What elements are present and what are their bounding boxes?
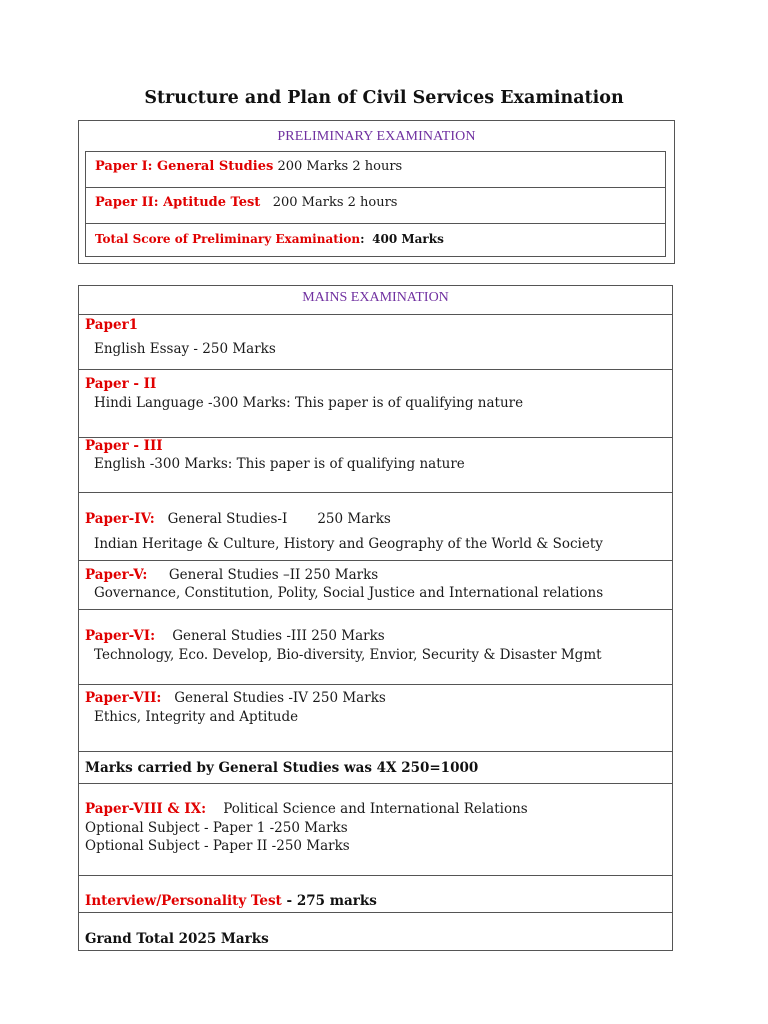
grand-total-text: Grand Total 2025 Marks — [85, 931, 269, 947]
paper-5-label: Paper-V: — [85, 567, 148, 583]
prelim-total-separator: : — [360, 232, 365, 246]
paper-4-title: General Studies-I — [167, 511, 288, 527]
paper-5-heading — [85, 567, 378, 583]
paper-4-marks: 250 Marks — [317, 511, 391, 527]
paper-6-detail: Technology, Eco. Develop, Bio-diversity, Envior, Security & Disaster Mgmt — [94, 647, 602, 663]
paper-4-detail: Indian Heritage & Culture, History and Geography of the World & Society — [94, 536, 603, 552]
paper-3-detail: English -300 Marks: This paper is of qualifying nature — [94, 456, 465, 472]
prelim-paper-1-label: Paper I: General Studies — [95, 159, 274, 174]
paper-3-label: Paper - III — [85, 438, 163, 454]
paper-2-detail: Hindi Language -300 Marks: This paper is of qualifying nature — [94, 395, 524, 411]
mains-row-paper-5 — [79, 561, 672, 610]
preliminary-inner-table — [85, 151, 666, 257]
paper-1-detail: English Essay - 250 Marks — [94, 341, 276, 357]
preliminary-heading: PRELIMINARY EXAMINATION — [277, 129, 476, 144]
prelim-row-paper-2 — [86, 188, 665, 224]
optional-paper-1: Optional Subject - Paper 1 -250 Marks — [85, 820, 348, 836]
preliminary-table — [78, 120, 675, 264]
prelim-total-value: 400 Marks — [372, 232, 444, 246]
mains-row-paper-7 — [79, 685, 672, 752]
paper-6-heading — [85, 628, 385, 644]
paper-8-9-heading — [85, 801, 528, 817]
mains-row-paper-6 — [79, 610, 672, 685]
mains-row-interview — [79, 876, 672, 913]
prelim-total-label: Total Score of Preliminary Examination — [95, 232, 361, 246]
interview-marks: - 275 marks — [281, 893, 377, 909]
mains-row-paper-4 — [79, 493, 672, 561]
mains-row-grand-total — [79, 913, 672, 950]
mains-row-paper-1 — [79, 315, 672, 370]
mains-table — [78, 285, 673, 951]
prelim-paper-2-detail: 200 Marks 2 hours — [272, 195, 398, 210]
interview-line — [85, 893, 377, 909]
mains-heading: MAINS EXAMINATION — [79, 286, 672, 315]
paper-8-9-label: Paper-VIII & IX: — [85, 801, 207, 817]
paper-7-label: Paper-VII: — [85, 690, 162, 706]
mains-row-gs-total — [79, 752, 672, 784]
paper-7-detail: Ethics, Integrity and Aptitude — [94, 709, 299, 725]
paper-7-title: General Studies -IV 250 Marks — [174, 690, 386, 706]
paper-6-title: General Studies -III 250 Marks — [172, 628, 385, 644]
paper-1-label: Paper1 — [85, 317, 139, 333]
prelim-row-paper-1 — [86, 152, 665, 188]
paper-5-title: General Studies –II 250 Marks — [168, 567, 379, 583]
prelim-row-total — [86, 224, 665, 258]
paper-6-label: Paper-VI: — [85, 628, 156, 644]
mains-row-paper-8-9 — [79, 784, 672, 876]
paper-5-detail: Governance, Constitution, Polity, Social Justice and International relations — [94, 585, 604, 601]
prelim-paper-2-label: Paper II: Aptitude Test — [95, 195, 261, 210]
paper-8-9-title: Political Science and International Relations — [223, 801, 528, 817]
optional-paper-2: Optional Subject - Paper II -250 Marks — [85, 838, 350, 854]
interview-label: Interview/Personality Test — [85, 893, 282, 909]
gs-total-text: Marks carried by General Studies was 4X 250=1000 — [85, 760, 479, 776]
paper-7-heading — [85, 690, 386, 706]
page-title: Structure and Plan of Civil Services Examination — [144, 88, 624, 108]
paper-4-label: Paper-IV: — [85, 511, 155, 527]
mains-row-paper-2 — [79, 370, 672, 438]
paper-2-label: Paper - II — [85, 376, 157, 392]
paper-4-heading — [85, 511, 391, 527]
mains-row-paper-3 — [79, 438, 672, 493]
prelim-paper-1-detail: 200 Marks 2 hours — [277, 159, 403, 174]
